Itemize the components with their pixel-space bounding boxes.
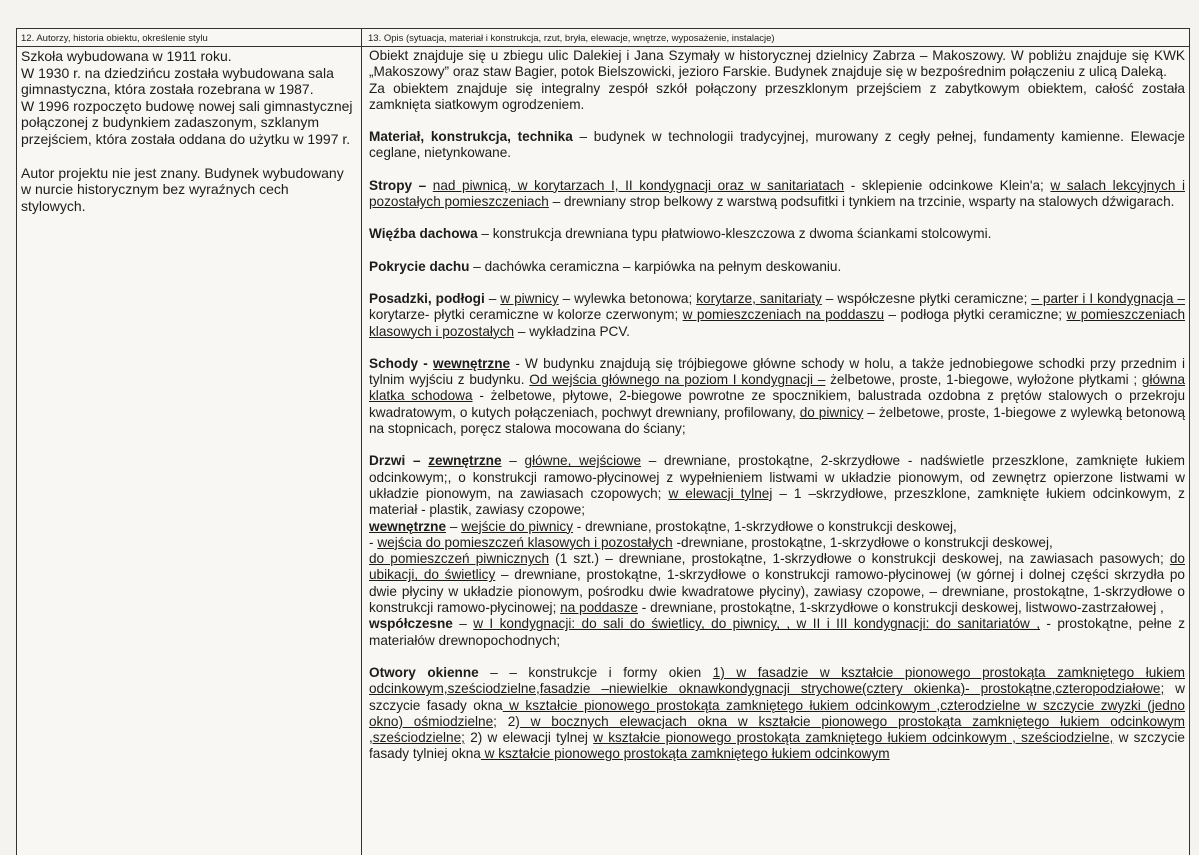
history-paragraph: W 1930 r. na dziedzińcu została wybudowana sala gimnastyczna, która została rozebrana w 1987. [21,64,334,98]
document-sheet [16,28,1190,855]
roof-truss-section: Więźba dachowa – konstrukcja drewniana typu płatwiowo-kleszczowa z dwoma ściankami stolcowymi. [369,226,992,242]
doors-internal: wewnętrzne – wejście do piwnicy - drewniane, prostokątne, 1-skrzydłowe o konstrukcji deskowej, [369,518,957,534]
header-divider [17,46,1189,47]
ceilings-label: Stropy – [369,177,433,193]
description-column [369,48,1185,763]
doors-label: Drzwi – [369,453,429,469]
windows-label: Otwory okienne [369,664,479,680]
doors-classrooms: - wejścia do pomieszczeń klasowych i pozostałych -drewniane, prostokątne, 1-skrzydłowe o konstrukcji deskowej, [369,534,1053,550]
left-column-header: 12. Autorzy, historia obiektu, określenie stylu [21,33,208,44]
material-label: Materiał, konstrukcja, technika [369,129,573,145]
complex-paragraph: Za obiektem znajduje się integralny zespół szkół połączony przeszklonym przejściem z zabytkowym obiektem, całość została zamknięta siatkowym ogrodzeniem. [369,80,1185,112]
roofing-section: Pokrycie dachu – dachówka ceramiczna – karpiówka na pełnym deskowaniu. [369,258,842,274]
column-divider [361,29,362,855]
history-paragraph: Szkoła wybudowana w 1911 roku. [21,48,232,64]
doors-section: Drzwi – zewnętrzne – główne, wejściowe – drewniane, prostokątne, 2-skrzydłowe - nadświetle przeszklone, zamknięte łukiem odcinkowym;, o konstrukcji ramowo-płycinowej z wypełnieniem listwami w układzie pionowym, od zewnętrz opierzone listwami w układzie pionowym, na zawiasach czopowych; w elewacji tylnej – 1 –skrzydłowe, przeszklone, zamknięte łukiem odcinkowym, z materiał - plastik, zawiasy czopowe; [369,453,1185,518]
location-paragraph: Obiekt znajduje się u zbiegu ulic Dalekiej i Jana Szymały w historycznej dzielnicy Zabrza – Makoszowy. W pobliżu znajduje się KWK „Makoszowy” oraz staw Bagier, potok Bielszowicki, jezioro Farskie. Budynek znajduje się w bezpośrednim połączeniu z ulicą Daleką. [369,48,1185,80]
stairs-section: Schody - wewnętrzne - W budynku znajdują się trójbiegowe główne schody w holu, a także jednobiegowe schodki przy przednim i tylnim wyjściu z budynku. Od wejścia głównego na poziom I kondygnacji – żelbetowe, proste, 1-biegowe, wyłożone płytkami ; główna klatka schodowa - żelbetowe, płytowe, 2-biegowe powrotne ze spocznikiem, balustrada ozdobna z prętów stalowych o przekroju kwadratowym, o kutych połączeniach, pochwyt drewniany, profilowany, do piwnicy – żelbetowe, proste, 1-biegowe z wylewką betonową na stopnicach, poręcz stalowa mocowana do ściany; [369,355,1186,437]
floors-label: Posadzki, podłogi [369,290,485,306]
history-paragraph: W 1996 rozpoczęto budowę nowej sali gimnastycznej połączonej z budynkiem zadaszonym, szklanym przejściem, która została oddana do użytku w 1997 r. [21,97,353,147]
windows-section: Otwory okienne – – konstrukcje i formy okien 1) w fasadzie w kształcie pionowego prostokąta zamkniętego łukiem odcinkowym,sześciodzielne,fasadzie –niewielkie oknawkondygnacji strychowe(cztery okienka)- prostokątne,czteropodziałowe; w szczycie fasady okna w kształcie pionowego prostokąta zamkniętego łukiem odcinkowym ,czterodzielne w szczycie zwyzki (jedno okno) ośmiodzielne; 2) w bocznych elewacjach okna w kształcie pionowego prostokąta zamkniętego łukiem odcinkowym ,sześciodzielne; 2) w elewacji tylnej w kształcie pionowego prostokąta zamkniętego łukiem odcinkowym , sześciodzielne, w szczycie fasady tylniej okna w kształcie pionowego prostokąta zamkniętego łukiem odcinkowym [369,664,1186,762]
doors-basement: do pomieszczeń piwnicznych (1 szt.) – drewniane, prostokątne, 1-skrzydłowe o konstrukcji deskowej, na zawiasach pasowych; do ubikacji, do świetlicy – drewniane, prostokątne, 1-skrzydłowe o konstrukcji ramowo-płycinowej (w górnej i dolnej części skrzydła po dwie płyciny w układzie pionowym, pośrodku dwie kwadratowe płyciny), zawiasy czopowe, – drewniane, prostokątne, 1-skrzydłowe o konstrukcji ramowo-płycinowej; na poddasze - drewniane, prostokątne, 1-skrzydłowe o konstrukcji deskowej, listwowo-zastrzałowej , [369,551,1185,616]
right-column-header: 13. Opis (sytuacja, materiał i konstrukcja, rzut, bryła, elewacje, wnętrze, wyposażenie, instalacje) [368,33,775,44]
doors-modern: współczesne – w I kondygnacji: do sali do świetlicy, do piwnicy, , w II i III kondygnacji: do sanitariatów , - prostokątne, pełne z materiałów drewnopochodnych; [369,616,1185,648]
roof-truss-label: Więźba dachowa [369,226,478,242]
material-section: Materiał, konstrukcja, technika – budynek w technologii tradycyjnej, murowany z cegły pełnej, fundamenty kamienne. Elewacje ceglane, nietynkowane. [369,129,1185,161]
history-column [21,48,357,214]
roofing-label: Pokrycie dachu [369,258,470,274]
ceilings-section: Stropy – nad piwnicą, w korytarzach I, II kondygnacji oraz w sanitariatach - sklepienie odcinkowe Klein'a; w salach lekcyjnych i pozostałych pomieszczeniach – drewniany strop belkowy z warstwą podsufitki i tynkiem na trzcinie, wsparty na stalowych dźwigarach. [369,177,1185,210]
author-paragraph: Autor projektu nie jest znany. Budynek wybudowany w nurcie historycznym bez wyraźnych cech stylowych. [21,164,344,214]
stairs-label: Schody - [369,355,434,371]
floors-section: Posadzki, podłogi – w piwnicy – wylewka betonowa; korytarze, sanitariaty – współczesne płytki ceramiczne; – parter i I kondygnacja – korytarze- płytki ceramiczne w kolorze czerwonym; w pomieszczeniach na poddaszu – podłoga płytki ceramiczne; w pomieszczeniach klasowych i pozostałych – wykładzina PCV. [369,290,1186,339]
